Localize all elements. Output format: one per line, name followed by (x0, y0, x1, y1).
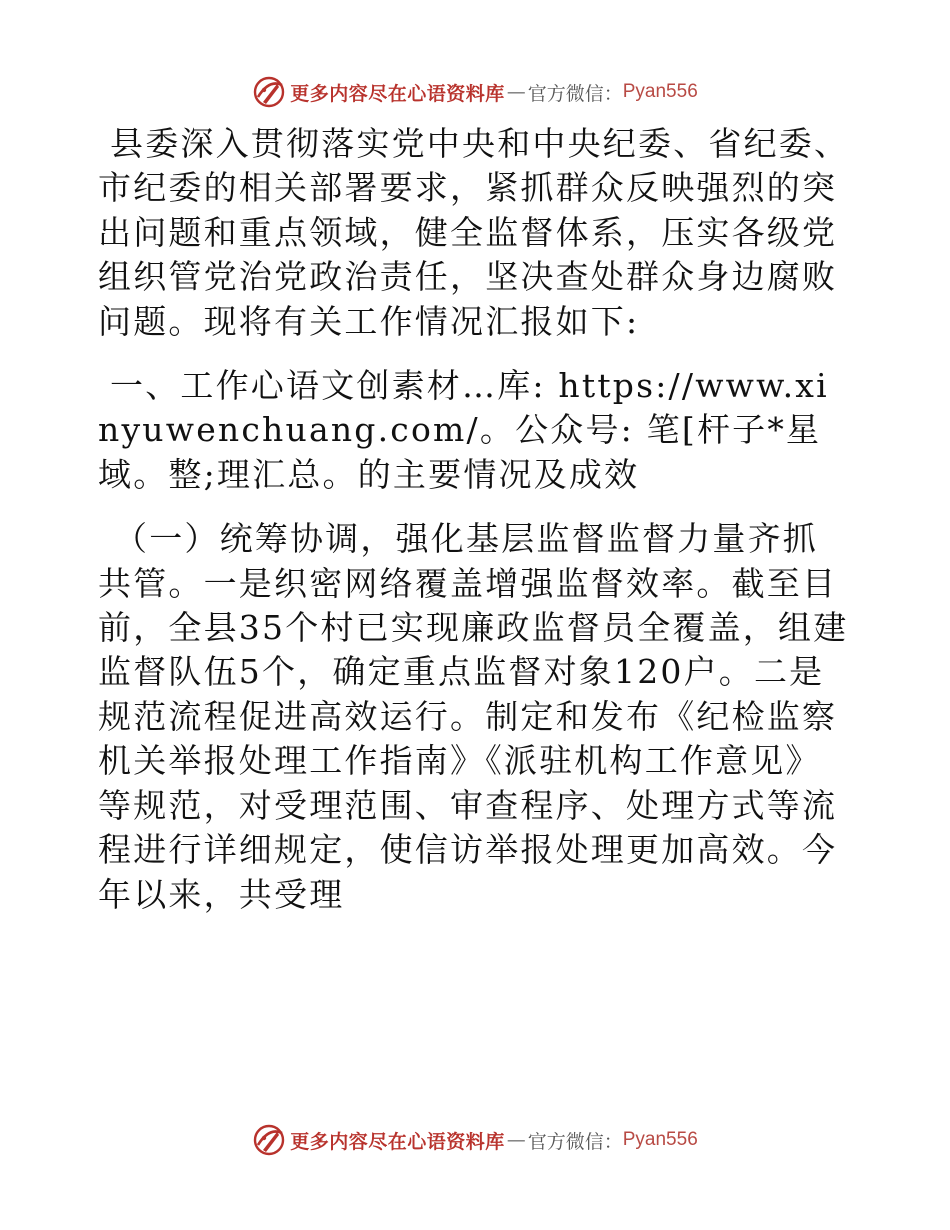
xinyu-logo-icon (252, 75, 286, 109)
watermark-official-label: 官方微信： (527, 82, 623, 105)
intro-paragraph: 县委深入贯彻落实党中央和中央纪委、省纪委、市纪委的相关部署要求，紧抓群众反映强烈的突出问题和重点领域，健全监督体系，压实各级党组织管党治党政治责任，坚决查处群众身边腐败问题。现将有关工作情况汇报如下: (98, 124, 850, 341)
watermark-dash: — (506, 81, 526, 103)
watermark-wechat-handle: Pyan556 (622, 81, 698, 102)
document-body (98, 122, 850, 937)
watermark-footer (0, 1118, 950, 1162)
body-paragraph: （一）统筹协调，强化基层监督监督力量齐抓共管。一是织密网络覆盖增强监督效率。截至目前，全县35个村已实现廉政监督员全覆盖，组建监督队伍5个，确定重点监督对象120户。二是规范流程促进高效运行。制定和发布《纪检监察机关举报处理工作指南》《派驻机构工作意见》等规范，对受理范围、审查程序、处理方式等流程进行详细规定，使信访举报处理更加高效。今年以来，共受理 (98, 519, 849, 914)
xinyu-logo-icon (252, 1123, 286, 1157)
watermark-main-text: 更多内容尽在心语资料库 (290, 82, 505, 105)
watermark-dash: — (506, 1129, 526, 1151)
watermark-wechat-handle: Pyan556 (622, 1129, 698, 1150)
watermark-official-label: 官方微信： (527, 1130, 623, 1153)
watermark-main-text: 更多内容尽在心语资料库 (290, 1130, 505, 1153)
watermark-header (0, 70, 950, 114)
section-heading: 一、工作心语文创素材…库: https://www.xinyuwenchuang.com/。公众号: 笔[杆子*星域。整;理汇总。的主要情况及成效 (98, 366, 829, 494)
